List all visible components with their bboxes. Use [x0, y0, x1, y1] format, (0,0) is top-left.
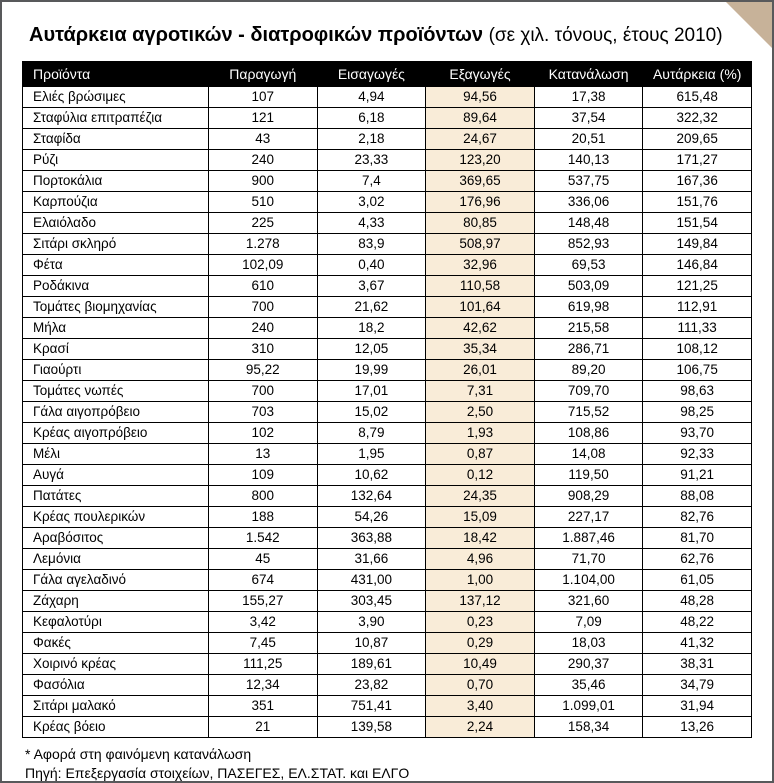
value-cell: 751,41 [317, 696, 426, 717]
value-cell: 48,28 [643, 591, 752, 612]
value-cell: 0,29 [426, 633, 535, 654]
product-name-cell: Γάλα αιγοπρόβειο [23, 402, 209, 423]
value-cell: 107 [209, 87, 318, 108]
value-cell: 290,37 [534, 654, 643, 675]
value-cell: 3,42 [209, 612, 318, 633]
table-row [23, 549, 752, 570]
value-cell: 48,22 [643, 612, 752, 633]
value-cell: 12,05 [317, 339, 426, 360]
value-cell: 700 [209, 297, 318, 318]
value-cell: 88,08 [643, 486, 752, 507]
title-main: Αυτάρκεια αγροτικών - διατροφικών προϊόντων [29, 24, 483, 46]
value-cell: 155,27 [209, 591, 318, 612]
value-cell: 1,95 [317, 444, 426, 465]
value-cell: 31,94 [643, 696, 752, 717]
value-cell: 14,08 [534, 444, 643, 465]
value-cell: 2,18 [317, 129, 426, 150]
product-name-cell: Μήλα [23, 318, 209, 339]
value-cell: 1.542 [209, 528, 318, 549]
value-cell: 225 [209, 213, 318, 234]
value-cell: 2,24 [426, 717, 535, 738]
value-cell: 21 [209, 717, 318, 738]
product-name-cell: Χοιρινό κρέας [23, 654, 209, 675]
table-row [23, 171, 752, 192]
table-row [23, 255, 752, 276]
table-row [23, 108, 752, 129]
value-cell: 615,48 [643, 87, 752, 108]
value-cell: 18,2 [317, 318, 426, 339]
product-name-cell: Ελιές βρώσιμες [23, 87, 209, 108]
value-cell: 94,56 [426, 87, 535, 108]
product-name-cell: Αραβόσιτος [23, 528, 209, 549]
value-cell: 42,62 [426, 318, 535, 339]
value-cell: 18,42 [426, 528, 535, 549]
product-name-cell: Φέτα [23, 255, 209, 276]
table-row [23, 570, 752, 591]
product-name-cell: Πατάτες [23, 486, 209, 507]
value-cell: 38,31 [643, 654, 752, 675]
value-cell: 35,34 [426, 339, 535, 360]
value-cell: 171,27 [643, 150, 752, 171]
value-cell: 123,20 [426, 150, 535, 171]
value-cell: 188 [209, 507, 318, 528]
footnote-source: Πηγή: Επεξεργασία στοιχείων, ΠΑΣΕΓΕΣ, ΕΛ.ΣΤΑΤ. και ΕΛΓΟ [25, 765, 410, 781]
value-cell: 158,34 [534, 717, 643, 738]
value-cell: 6,18 [317, 108, 426, 129]
value-cell: 227,17 [534, 507, 643, 528]
product-name-cell: Γιαούρτι [23, 360, 209, 381]
title-subtitle: (σε χιλ. τόνους, έτους 2010) [488, 25, 723, 46]
value-cell: 4,94 [317, 87, 426, 108]
value-cell: 0,70 [426, 675, 535, 696]
value-cell: 908,29 [534, 486, 643, 507]
value-cell: 61,05 [643, 570, 752, 591]
value-cell: 310 [209, 339, 318, 360]
value-cell: 0,40 [317, 255, 426, 276]
product-name-cell: Κρέας βόειο [23, 717, 209, 738]
product-name-cell: Κρασί [23, 339, 209, 360]
value-cell: 89,20 [534, 360, 643, 381]
value-cell: 503,09 [534, 276, 643, 297]
value-cell: 132,64 [317, 486, 426, 507]
value-cell: 62,76 [643, 549, 752, 570]
product-name-cell: Τομάτες νωπές [23, 381, 209, 402]
table-row [23, 465, 752, 486]
value-cell: 10,62 [317, 465, 426, 486]
table-row [23, 696, 752, 717]
product-name-cell: Αυγά [23, 465, 209, 486]
table-row [23, 276, 752, 297]
table-row [23, 591, 752, 612]
value-cell: 619,98 [534, 297, 643, 318]
footnotes [25, 745, 752, 783]
value-cell: 111,33 [643, 318, 752, 339]
value-cell: 146,84 [643, 255, 752, 276]
value-cell: 537,75 [534, 171, 643, 192]
value-cell: 508,97 [426, 234, 535, 255]
value-cell: 7,4 [317, 171, 426, 192]
value-cell: 3,67 [317, 276, 426, 297]
value-cell: 700 [209, 381, 318, 402]
value-cell: 112,91 [643, 297, 752, 318]
value-cell: 121,25 [643, 276, 752, 297]
value-cell: 1,00 [426, 570, 535, 591]
table-row [23, 654, 752, 675]
value-cell: 108,12 [643, 339, 752, 360]
value-cell: 102,09 [209, 255, 318, 276]
product-name-cell: Λεμόνια [23, 549, 209, 570]
value-cell: 10,49 [426, 654, 535, 675]
value-cell: 215,58 [534, 318, 643, 339]
product-name-cell: Ροδάκινα [23, 276, 209, 297]
table-row [23, 675, 752, 696]
table-row [23, 486, 752, 507]
product-name-cell: Ελαιόλαδο [23, 213, 209, 234]
table-row [23, 87, 752, 108]
value-cell: 24,67 [426, 129, 535, 150]
value-cell: 17,38 [534, 87, 643, 108]
value-cell: 81,70 [643, 528, 752, 549]
value-cell: 189,61 [317, 654, 426, 675]
product-name-cell: Φασόλια [23, 675, 209, 696]
product-name-cell: Σταφύλια επιτραπέζια [23, 108, 209, 129]
table-row [23, 612, 752, 633]
value-cell: 19,99 [317, 360, 426, 381]
value-cell: 37,54 [534, 108, 643, 129]
value-cell: 26,01 [426, 360, 535, 381]
column-header: Εισαγωγές [317, 62, 426, 87]
table-header-row [23, 62, 752, 87]
table-body [23, 87, 752, 738]
value-cell: 109 [209, 465, 318, 486]
table-row [23, 528, 752, 549]
table-row [23, 213, 752, 234]
value-cell: 336,06 [534, 192, 643, 213]
product-name-cell: Πορτοκάλια [23, 171, 209, 192]
value-cell: 83,9 [317, 234, 426, 255]
product-name-cell: Ρύζι [23, 150, 209, 171]
table-row [23, 318, 752, 339]
value-cell: 12,34 [209, 675, 318, 696]
value-cell: 8,79 [317, 423, 426, 444]
value-cell: 69,53 [534, 255, 643, 276]
value-cell: 31,66 [317, 549, 426, 570]
value-cell: 137,12 [426, 591, 535, 612]
page-title [29, 22, 752, 49]
value-cell: 240 [209, 150, 318, 171]
column-header: Εξαγωγές [426, 62, 535, 87]
value-cell: 41,32 [643, 633, 752, 654]
value-cell: 1,93 [426, 423, 535, 444]
value-cell: 23,82 [317, 675, 426, 696]
value-cell: 709,70 [534, 381, 643, 402]
value-cell: 106,75 [643, 360, 752, 381]
table-row [23, 402, 752, 423]
table-row [23, 444, 752, 465]
value-cell: 510 [209, 192, 318, 213]
product-name-cell: Μέλι [23, 444, 209, 465]
value-cell: 95,22 [209, 360, 318, 381]
value-cell: 108,86 [534, 423, 643, 444]
value-cell: 21,62 [317, 297, 426, 318]
table-row [23, 339, 752, 360]
value-cell: 110,58 [426, 276, 535, 297]
value-cell: 18,03 [534, 633, 643, 654]
value-cell: 674 [209, 570, 318, 591]
value-cell: 351 [209, 696, 318, 717]
product-name-cell: Κρέας πουλερικών [23, 507, 209, 528]
value-cell: 34,79 [643, 675, 752, 696]
value-cell: 43 [209, 129, 318, 150]
table-row [23, 507, 752, 528]
value-cell: 15,09 [426, 507, 535, 528]
value-cell: 98,63 [643, 381, 752, 402]
value-cell: 4,33 [317, 213, 426, 234]
value-cell: 17,01 [317, 381, 426, 402]
value-cell: 92,33 [643, 444, 752, 465]
value-cell: 0,23 [426, 612, 535, 633]
value-cell: 45 [209, 549, 318, 570]
value-cell: 0,12 [426, 465, 535, 486]
value-cell: 240 [209, 318, 318, 339]
product-name-cell: Τομάτες βιομηχανίας [23, 297, 209, 318]
value-cell: 13 [209, 444, 318, 465]
product-name-cell: Κεφαλοτύρι [23, 612, 209, 633]
self-sufficiency-table [22, 61, 752, 738]
value-cell: 82,76 [643, 507, 752, 528]
value-cell: 3,02 [317, 192, 426, 213]
table-row [23, 150, 752, 171]
value-cell: 54,26 [317, 507, 426, 528]
table-head [23, 62, 752, 87]
value-cell: 3,40 [426, 696, 535, 717]
product-name-cell: Σιτάρι μαλακό [23, 696, 209, 717]
value-cell: 800 [209, 486, 318, 507]
value-cell: 13,26 [643, 717, 752, 738]
value-cell: 4,96 [426, 549, 535, 570]
value-cell: 7,31 [426, 381, 535, 402]
table-row [23, 381, 752, 402]
value-cell: 1.104,00 [534, 570, 643, 591]
column-header: Προϊόντα [23, 62, 209, 87]
value-cell: 1.887,46 [534, 528, 643, 549]
value-cell: 20,51 [534, 129, 643, 150]
value-cell: 303,45 [317, 591, 426, 612]
table-row [23, 192, 752, 213]
footnote-consumption: * Αφορά στη φαινόμενη κατανάλωση [25, 746, 252, 762]
value-cell: 363,88 [317, 528, 426, 549]
value-cell: 610 [209, 276, 318, 297]
value-cell: 139,58 [317, 717, 426, 738]
table-row [23, 129, 752, 150]
value-cell: 209,65 [643, 129, 752, 150]
value-cell: 80,85 [426, 213, 535, 234]
value-cell: 10,87 [317, 633, 426, 654]
value-cell: 148,48 [534, 213, 643, 234]
value-cell: 7,45 [209, 633, 318, 654]
value-cell: 32,96 [426, 255, 535, 276]
value-cell: 15,02 [317, 402, 426, 423]
column-header: Κατανάλωση [534, 62, 643, 87]
value-cell: 71,70 [534, 549, 643, 570]
value-cell: 23,33 [317, 150, 426, 171]
value-cell: 98,25 [643, 402, 752, 423]
value-cell: 322,32 [643, 108, 752, 129]
product-name-cell: Ζάχαρη [23, 591, 209, 612]
product-name-cell: Σταφίδα [23, 129, 209, 150]
value-cell: 3,90 [317, 612, 426, 633]
product-name-cell: Γάλα αγελαδινό [23, 570, 209, 591]
value-cell: 900 [209, 171, 318, 192]
value-cell: 121 [209, 108, 318, 129]
value-cell: 852,93 [534, 234, 643, 255]
value-cell: 151,76 [643, 192, 752, 213]
value-cell: 0,87 [426, 444, 535, 465]
value-cell: 102 [209, 423, 318, 444]
column-header: Παραγωγή [209, 62, 318, 87]
value-cell: 93,70 [643, 423, 752, 444]
value-cell: 119,50 [534, 465, 643, 486]
value-cell: 703 [209, 402, 318, 423]
product-name-cell: Σιτάρι σκληρό [23, 234, 209, 255]
value-cell: 1.278 [209, 234, 318, 255]
value-cell: 431,00 [317, 570, 426, 591]
value-cell: 149,84 [643, 234, 752, 255]
table-row [23, 633, 752, 654]
table-row [23, 717, 752, 738]
value-cell: 140,13 [534, 150, 643, 171]
value-cell: 91,21 [643, 465, 752, 486]
value-cell: 286,71 [534, 339, 643, 360]
value-cell: 321,60 [534, 591, 643, 612]
value-cell: 715,52 [534, 402, 643, 423]
table-row [23, 423, 752, 444]
value-cell: 167,36 [643, 171, 752, 192]
value-cell: 7,09 [534, 612, 643, 633]
product-name-cell: Κρέας αιγοπρόβειο [23, 423, 209, 444]
value-cell: 151,54 [643, 213, 752, 234]
value-cell: 2,50 [426, 402, 535, 423]
value-cell: 369,65 [426, 171, 535, 192]
value-cell: 24,35 [426, 486, 535, 507]
table-row [23, 234, 752, 255]
table-row [23, 297, 752, 318]
table-row [23, 360, 752, 381]
column-header: Αυτάρκεια (%) [643, 62, 752, 87]
product-name-cell: Καρπούζια [23, 192, 209, 213]
value-cell: 35,46 [534, 675, 643, 696]
value-cell: 1.099,01 [534, 696, 643, 717]
product-name-cell: Φακές [23, 633, 209, 654]
value-cell: 89,64 [426, 108, 535, 129]
value-cell: 176,96 [426, 192, 535, 213]
value-cell: 111,25 [209, 654, 318, 675]
value-cell: 101,64 [426, 297, 535, 318]
